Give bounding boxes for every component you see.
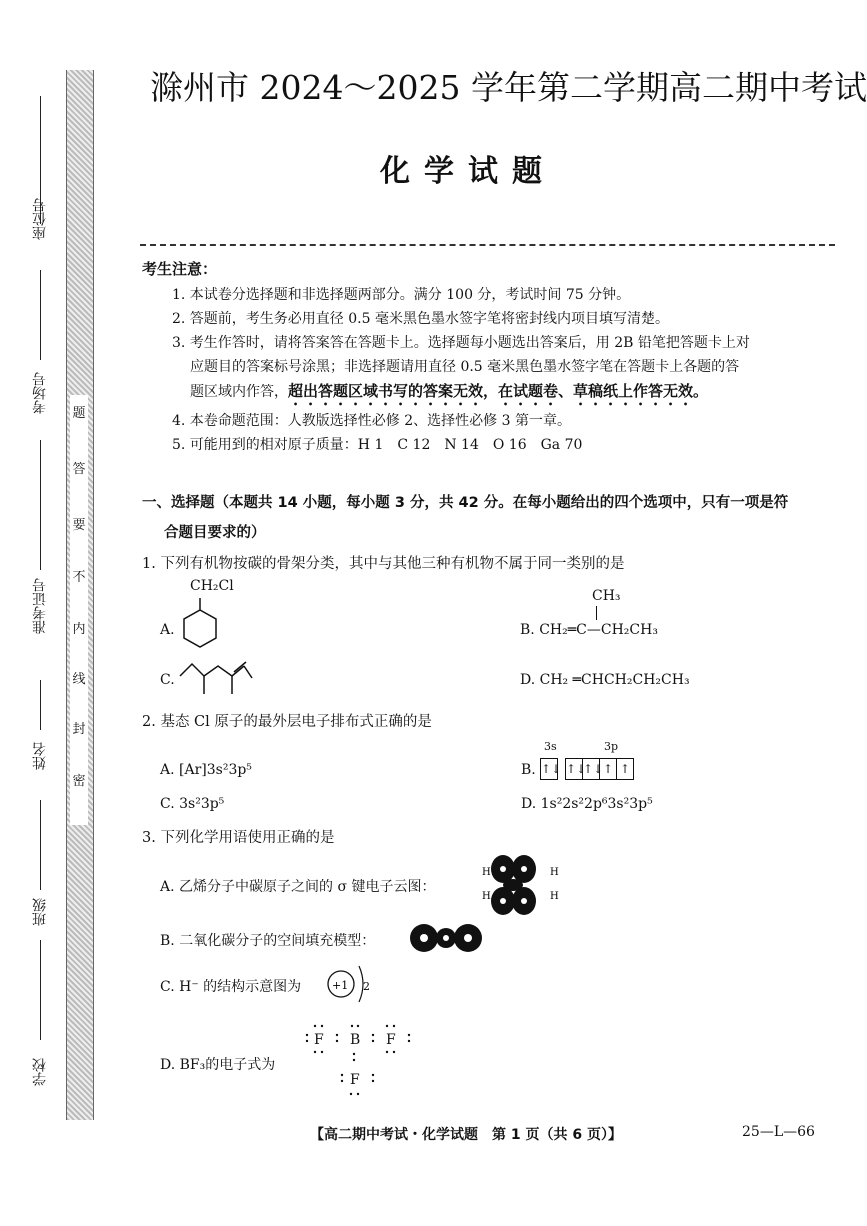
q1-a-label: A.: [160, 622, 175, 638]
class-label: 班级: [32, 898, 48, 926]
seal-char: 封: [72, 722, 86, 737]
orbital-box: ↑: [599, 758, 617, 780]
q1-b-option: [520, 622, 658, 638]
shell-electrons: 2: [363, 980, 370, 993]
notice-item: 5. 可能用到的相对原子质量：H 1 C 12 N 14 O 16 Ga 70: [172, 437, 583, 453]
h-atom-label: H: [550, 867, 559, 878]
notice-emphasis: 超出答题区域书写的答案无效，在试题卷、草稿纸上作答无效。: [288, 382, 709, 400]
seal-char: 要: [72, 518, 86, 533]
q1-d-label: D.: [520, 672, 536, 688]
q1-b-bond: [596, 606, 597, 620]
binding-line: [40, 680, 41, 730]
q1-b-methyl: CH₃: [592, 588, 621, 604]
nucleus-charge: +1: [332, 979, 349, 992]
q2-d: D. 1s²2s²2p⁶3s²3p⁵: [521, 796, 653, 812]
q2-b-orbital-diagram: [540, 758, 633, 780]
q1-c-label: C.: [160, 672, 175, 688]
f-atom: F: [386, 1032, 396, 1048]
q3-d: D. BF₃的电子式为: [160, 1057, 276, 1073]
school-label: 学校: [32, 1058, 48, 1086]
q1-stem: 1. 下列有机物按碳的骨架分类，其中与其他三种有机物不属于同一类别的是: [142, 556, 625, 572]
orbital-box: ↑↓: [582, 758, 600, 780]
orbital-box: ↑↓: [540, 758, 558, 780]
page-footer: 【高二期中考试・化学试题 第 1 页（共 6 页）】: [310, 1127, 622, 1143]
q3-stem: 3. 下列化学用语使用正确的是: [142, 830, 335, 846]
divider: [140, 244, 835, 246]
q3-a: A. 乙烯分子中碳原子之间的 σ 键电子云图：: [160, 879, 436, 895]
seal-char: 线: [72, 672, 86, 687]
q2-c: C. 3s²3p⁵: [160, 796, 225, 812]
f-atom: F: [350, 1072, 360, 1088]
orbital-box: ↑↓: [565, 758, 583, 780]
section-heading: [142, 488, 842, 548]
seal-char: 不: [72, 570, 86, 585]
section-heading-line: 一、选择题（本题共 14 小题，每小题 3 分，共 42 分。在每小题给出的四个选项中，只有一项是符: [142, 495, 789, 511]
notice-heading: 考生注意：: [142, 260, 218, 278]
notice-item: 题区域内作答，: [190, 384, 288, 400]
notice-item: 1. 本试卷分选择题和非选择题两部分。满分 100 分，考试时间 75 分钟。: [172, 287, 631, 303]
exam-code: 25—L—66: [742, 1124, 815, 1140]
q1-b-label: B.: [520, 622, 535, 638]
binding-line: [40, 800, 41, 890]
q2-a: A. [Ar]3s²3p⁵: [160, 762, 252, 778]
h-atom-label: H: [482, 891, 491, 902]
exam-subtitle: 化学试题: [380, 154, 556, 189]
section-heading-cont: 合题目要求的）: [164, 525, 266, 541]
bf3-electron-formula: [298, 1016, 418, 1104]
q1-d-formula: CH₂ ═CHCH₂CH₂CH₃: [539, 672, 690, 688]
exam-room-label: 考场号: [32, 372, 48, 414]
h-atom-label: H: [550, 891, 559, 902]
notice-item: 2. 答题前，考生务必用直径 0.5 毫米黑色墨水签字笔将密封线内项目填写清楚。: [172, 311, 669, 327]
binding-line: [40, 940, 41, 1040]
cyclohexane-structure: [178, 596, 228, 658]
notice-item: 4. 本卷命题范围：人教版选择性必修 2、选择性必修 3 第一章。: [172, 413, 571, 429]
h-atom-label: H: [482, 867, 491, 878]
notice-item: 3. 考生作答时，请将答案答在答题卡上。选择题每小题选出答案后，用 2B 铅笔把答题卡上对: [172, 335, 750, 351]
skeletal-structure: [178, 654, 258, 696]
seal-char: 密: [72, 774, 86, 789]
q2-b-label: B.: [521, 762, 536, 778]
q2-b-3s-label: 3s: [544, 740, 557, 753]
seat-number-label: 座位号: [32, 198, 48, 240]
q3-b: B. 二氧化碳分子的空间填充模型：: [160, 933, 376, 949]
name-label: 姓名: [32, 742, 48, 770]
exam-title: 滁州市 2024～2025 学年第二学期高二期中考试: [150, 68, 867, 107]
seal-char: 答: [72, 462, 86, 477]
q3-c: C. H⁻ 的结构示意图为: [160, 979, 302, 995]
h-ion-structure-diagram: [325, 962, 371, 1008]
q2-stem: 2. 基态 Cl 原子的最外层电子排布式正确的是: [142, 714, 432, 730]
notice-item: 应题目的答案标号涂黑；非选择题请用直径 0.5 毫米黑色墨水签字笔在答题卡上各题的答: [190, 359, 740, 375]
binding-line: [40, 270, 41, 360]
q2-b-3p-label: 3p: [604, 740, 619, 753]
seal-char: 内: [72, 622, 86, 637]
q1-a-substituent: CH₂Cl: [190, 578, 234, 594]
orbital-box: ↑: [616, 758, 634, 780]
co2-space-filling-model: [408, 922, 484, 954]
f-atom: F: [314, 1032, 324, 1048]
notice-item-emphasis-line: [190, 380, 850, 409]
q1-d-option: [520, 672, 690, 688]
q1-b-formula: CH₂═C—CH₂CH₃: [539, 622, 658, 638]
admission-number-label: 准考证号: [32, 578, 48, 634]
binding-line: [40, 440, 41, 570]
b-atom: B: [350, 1032, 361, 1048]
seal-char: 题: [72, 406, 86, 421]
sigma-bond-cloud-image: [478, 852, 564, 918]
